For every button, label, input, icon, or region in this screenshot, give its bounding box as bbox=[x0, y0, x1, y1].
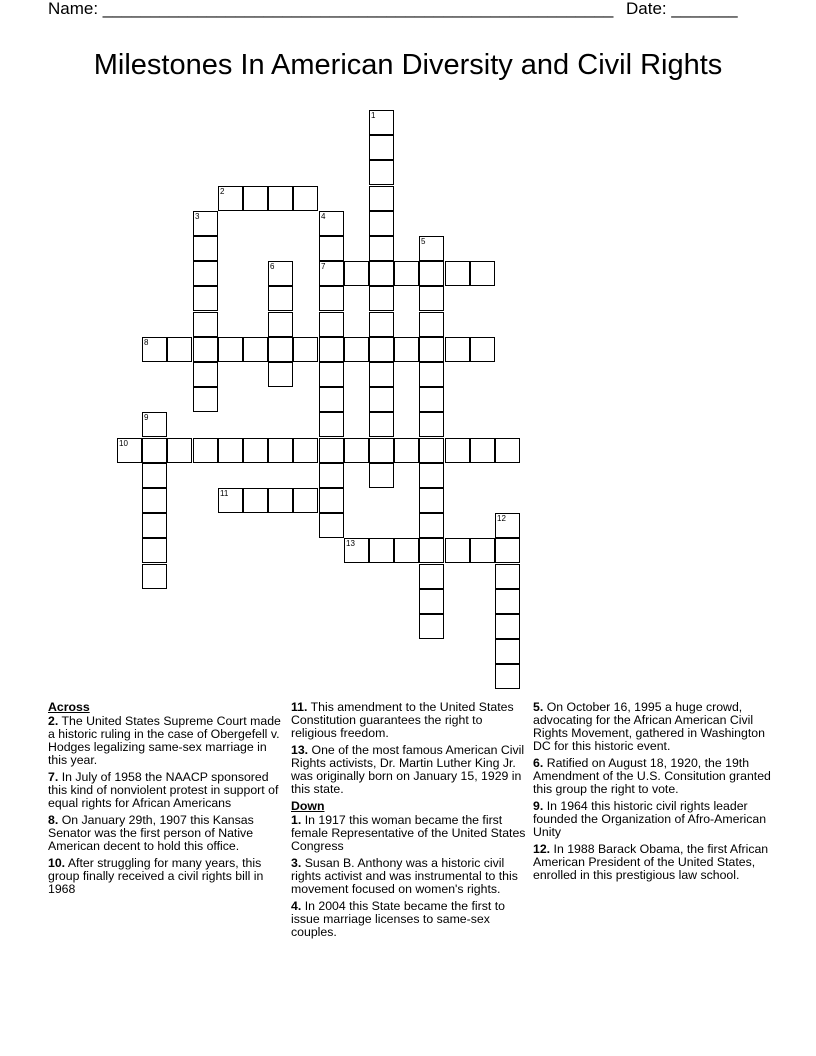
grid-cell[interactable] bbox=[268, 488, 293, 513]
grid-cell[interactable] bbox=[419, 589, 444, 614]
grid-cell[interactable] bbox=[142, 564, 167, 589]
grid-cell[interactable] bbox=[369, 387, 394, 412]
grid-cell[interactable] bbox=[369, 186, 394, 211]
grid-cell[interactable] bbox=[419, 463, 444, 488]
grid-cell[interactable] bbox=[344, 438, 369, 463]
grid-cell[interactable] bbox=[293, 488, 318, 513]
grid-cell[interactable] bbox=[419, 286, 444, 311]
grid-cell[interactable] bbox=[243, 337, 268, 362]
grid-cell[interactable] bbox=[319, 236, 344, 261]
clue-number: 8 bbox=[144, 338, 149, 347]
clue-down-1: 1. In 1917 this woman became the first female Representative of the United States Congress bbox=[291, 813, 526, 853]
clue-number: 10 bbox=[119, 439, 128, 448]
grid-cell[interactable] bbox=[495, 664, 520, 689]
down-heading: Down bbox=[291, 799, 325, 813]
clue-across-11: 11. This amendment to the United States Constitution guarantees the right to religious freedom. bbox=[291, 700, 514, 740]
grid-cell[interactable] bbox=[470, 538, 495, 563]
grid-cell[interactable] bbox=[142, 463, 167, 488]
grid-cell[interactable] bbox=[495, 438, 520, 463]
grid-cell[interactable] bbox=[495, 538, 520, 563]
grid-cell[interactable] bbox=[142, 538, 167, 563]
grid-cell[interactable] bbox=[319, 312, 344, 337]
grid-cell[interactable] bbox=[319, 438, 344, 463]
grid-cell[interactable] bbox=[293, 186, 318, 211]
clue-number: 6 bbox=[270, 262, 275, 271]
grid-cell[interactable] bbox=[293, 438, 318, 463]
grid-cell[interactable] bbox=[319, 463, 344, 488]
grid-cell[interactable] bbox=[319, 387, 344, 412]
grid-cell[interactable] bbox=[369, 463, 394, 488]
grid-cell[interactable] bbox=[167, 438, 192, 463]
date-field-label: Date: _______ bbox=[626, 0, 738, 18]
grid-cell[interactable] bbox=[470, 337, 495, 362]
grid-cell[interactable] bbox=[419, 564, 444, 589]
grid-cell[interactable] bbox=[243, 438, 268, 463]
grid-cell[interactable] bbox=[117, 438, 142, 463]
clue-number: 7 bbox=[321, 262, 326, 271]
grid-cell[interactable] bbox=[369, 337, 394, 362]
grid-cell[interactable] bbox=[319, 513, 344, 538]
grid-cell[interactable] bbox=[319, 286, 344, 311]
grid-cell[interactable] bbox=[344, 261, 369, 286]
grid-cell[interactable] bbox=[268, 286, 293, 311]
grid-cell[interactable] bbox=[419, 438, 444, 463]
clue-number: 11 bbox=[220, 489, 229, 498]
grid-cell[interactable] bbox=[142, 438, 167, 463]
grid-cell[interactable] bbox=[319, 337, 344, 362]
grid-cell[interactable] bbox=[193, 337, 218, 362]
grid-cell[interactable] bbox=[319, 488, 344, 513]
grid-cell[interactable] bbox=[419, 538, 444, 563]
grid-cell[interactable] bbox=[369, 236, 394, 261]
grid-cell[interactable] bbox=[268, 438, 293, 463]
clue-column-1 bbox=[48, 701, 286, 900]
grid-cell[interactable] bbox=[369, 412, 394, 437]
grid-cell[interactable] bbox=[142, 513, 167, 538]
grid-cell[interactable] bbox=[193, 286, 218, 311]
grid-cell[interactable] bbox=[369, 438, 394, 463]
grid-cell[interactable] bbox=[419, 312, 444, 337]
clue-number: 4 bbox=[321, 212, 326, 221]
grid-cell[interactable] bbox=[369, 362, 394, 387]
grid-cell[interactable] bbox=[394, 438, 419, 463]
grid-cell[interactable] bbox=[268, 312, 293, 337]
grid-cell[interactable] bbox=[344, 337, 369, 362]
grid-cell[interactable] bbox=[394, 538, 419, 563]
grid-cell[interactable] bbox=[268, 362, 293, 387]
grid-cell[interactable] bbox=[142, 412, 167, 437]
grid-cell[interactable] bbox=[319, 412, 344, 437]
grid-cell[interactable] bbox=[193, 387, 218, 412]
grid-cell[interactable] bbox=[218, 488, 243, 513]
grid-cell[interactable] bbox=[319, 211, 344, 236]
grid-cell[interactable] bbox=[419, 236, 444, 261]
grid-cell[interactable] bbox=[470, 438, 495, 463]
clue-down-6: 6. Ratified on August 18, 1920, the 19th Amendment of the U.S. Consitution granted this group the right to vote. bbox=[533, 756, 771, 796]
grid-cell[interactable] bbox=[193, 362, 218, 387]
clue-column-2 bbox=[291, 701, 529, 943]
clue-across-8: 8. On January 29th, 1907 this Kansas Senator was the first person of Native American decent to hold this office. bbox=[48, 813, 254, 853]
grid-cell[interactable] bbox=[419, 337, 444, 362]
grid-cell[interactable] bbox=[344, 538, 369, 563]
grid-cell[interactable] bbox=[142, 337, 167, 362]
clue-down-9: 9. In 1964 this historic civil rights leader founded the Organization of Afro-American Unity bbox=[533, 799, 767, 839]
name-field-label: Name: ______________________________________________________ bbox=[48, 0, 614, 18]
grid-cell[interactable] bbox=[193, 261, 218, 286]
grid-cell[interactable] bbox=[419, 261, 444, 286]
clue-across-7: 7. In July of 1958 the NAACP sponsored this kind of nonviolent protest in support of equal rights for African Americans bbox=[48, 770, 279, 810]
grid-cell[interactable] bbox=[369, 312, 394, 337]
grid-cell[interactable] bbox=[369, 538, 394, 563]
grid-cell[interactable] bbox=[419, 513, 444, 538]
grid-cell[interactable] bbox=[495, 564, 520, 589]
grid-cell[interactable] bbox=[218, 438, 243, 463]
grid-cell[interactable] bbox=[193, 312, 218, 337]
grid-cell[interactable] bbox=[445, 538, 470, 563]
clue-down-5: 5. On October 16, 1995 a huge crowd, advocating for the African American Civil Rights Movement, gathered in Washington DC for this historic event. bbox=[533, 700, 765, 753]
grid-cell[interactable] bbox=[419, 387, 444, 412]
grid-cell[interactable] bbox=[419, 488, 444, 513]
grid-cell[interactable] bbox=[268, 186, 293, 211]
clue-down-3: 3. Susan B. Anthony was a historic civil rights activist and was instrumental to this movement focused on women's rights. bbox=[291, 856, 518, 896]
grid-cell[interactable] bbox=[394, 261, 419, 286]
grid-cell[interactable] bbox=[369, 261, 394, 286]
clue-number: 2 bbox=[220, 187, 225, 196]
clue-down-12: 12. In 1988 Barack Obama, the first African American President of the United States, enrolled in this prestigious law school. bbox=[533, 842, 769, 882]
grid-cell[interactable] bbox=[495, 513, 520, 538]
across-heading: Across bbox=[48, 700, 90, 714]
grid-cell[interactable] bbox=[495, 614, 520, 639]
grid-cell[interactable] bbox=[293, 337, 318, 362]
grid-cell[interactable] bbox=[369, 286, 394, 311]
clue-down-4: 4. In 2004 this State became the first to issue marriage licenses to same-sex couples. bbox=[291, 899, 505, 939]
clue-across-2: 2. The United States Supreme Court made a historic ruling in the case of Obergefell v. Hodges legalizing same-sex marriage in this year. bbox=[48, 714, 281, 767]
grid-cell[interactable] bbox=[419, 614, 444, 639]
grid-cell[interactable] bbox=[369, 110, 394, 135]
clue-across-10: 10. After struggling for many years, this group finally received a civil rights bill in 1968 bbox=[48, 856, 264, 896]
grid-cell[interactable] bbox=[218, 186, 243, 211]
grid-cell[interactable] bbox=[419, 412, 444, 437]
grid-cell[interactable] bbox=[369, 160, 394, 185]
grid-cell[interactable] bbox=[319, 362, 344, 387]
grid-cell[interactable] bbox=[445, 337, 470, 362]
grid-cell[interactable] bbox=[445, 261, 470, 286]
grid-cell[interactable] bbox=[394, 337, 419, 362]
clue-number: 12 bbox=[497, 514, 506, 523]
grid-cell[interactable] bbox=[243, 488, 268, 513]
clue-number: 9 bbox=[144, 413, 149, 422]
clue-number: 13 bbox=[346, 539, 355, 548]
grid-cell[interactable] bbox=[445, 438, 470, 463]
page-title: Milestones In American Diversity and Civil Rights bbox=[93, 49, 723, 81]
clue-across-13: 13. One of the most famous American Civil Rights activists, Dr. Martin Luther King Jr. was originally born on January 15, 1929 in this state. bbox=[291, 743, 525, 796]
grid-cell[interactable] bbox=[193, 211, 218, 236]
grid-cell[interactable] bbox=[470, 261, 495, 286]
grid-cell[interactable] bbox=[268, 261, 293, 286]
grid-cell[interactable] bbox=[142, 488, 167, 513]
grid-cell[interactable] bbox=[495, 639, 520, 664]
grid-cell[interactable] bbox=[243, 186, 268, 211]
grid-cell[interactable] bbox=[369, 135, 394, 160]
grid-cell[interactable] bbox=[419, 362, 444, 387]
grid-cell[interactable] bbox=[319, 261, 344, 286]
grid-cell[interactable] bbox=[268, 337, 293, 362]
grid-cell[interactable] bbox=[193, 438, 218, 463]
clue-number: 5 bbox=[421, 237, 426, 246]
grid-cell[interactable] bbox=[218, 337, 243, 362]
grid-cell[interactable] bbox=[193, 236, 218, 261]
clue-number: 1 bbox=[371, 111, 376, 120]
clue-number: 3 bbox=[195, 212, 200, 221]
clue-column-3 bbox=[533, 701, 771, 886]
grid-cell[interactable] bbox=[167, 337, 192, 362]
grid-cell[interactable] bbox=[369, 211, 394, 236]
grid-cell[interactable] bbox=[495, 589, 520, 614]
